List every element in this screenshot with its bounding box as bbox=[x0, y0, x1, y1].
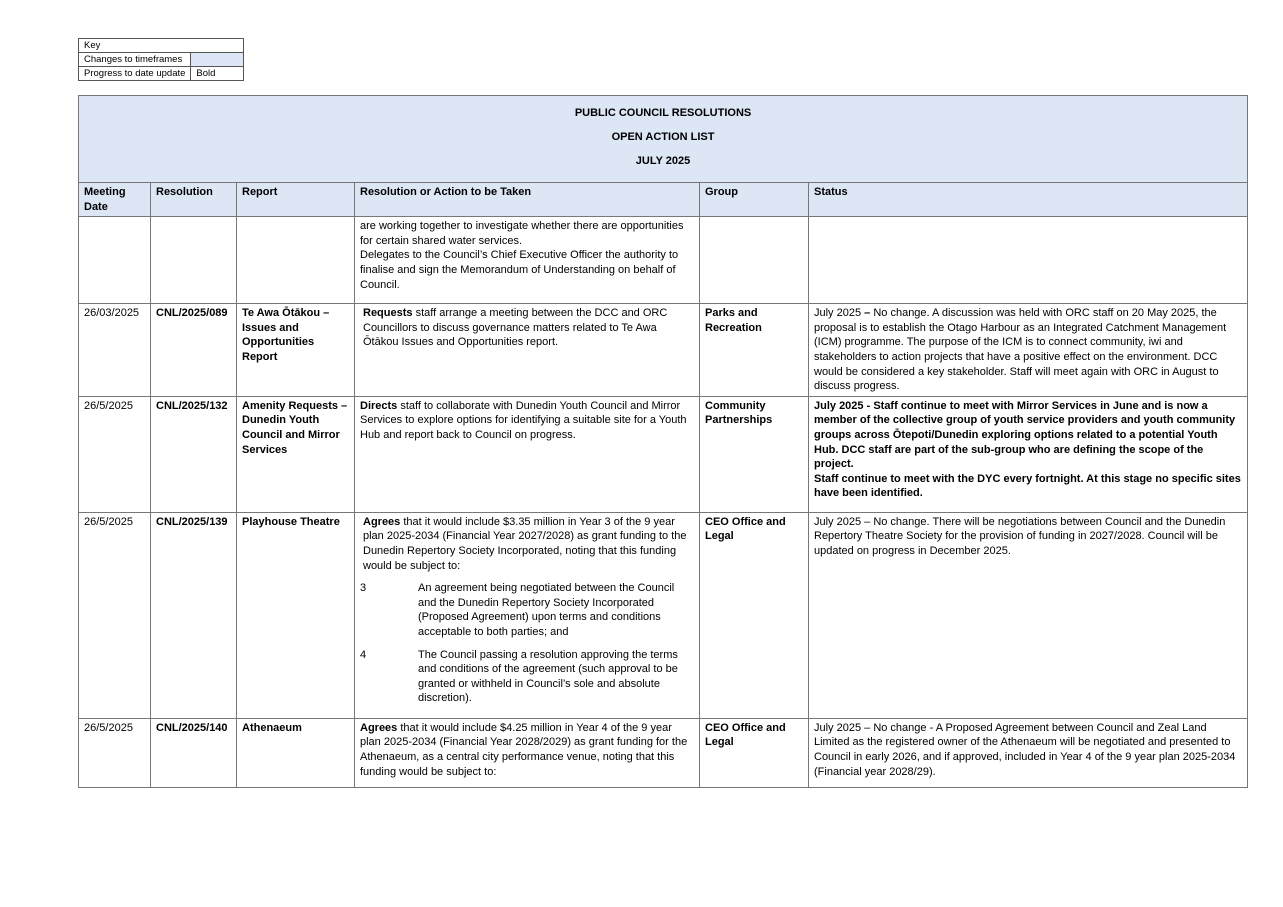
resolution-cell: CNL/2025/089 bbox=[151, 304, 237, 397]
action-cell bbox=[355, 512, 700, 718]
status-cell bbox=[809, 396, 1248, 512]
action-text: that it would include $4.25 million in Year 4 of the 9 year plan 2025-2034 (Financial Year 2028/2029) as grant funding for the Athenaeum, as a central city performance venue, noting that this funding would be subject to: bbox=[360, 721, 688, 778]
action-cell bbox=[355, 217, 700, 304]
header-group: Group bbox=[700, 183, 809, 217]
header-action: Resolution or Action to be Taken bbox=[355, 183, 700, 217]
action-lead: Requests bbox=[363, 307, 413, 320]
report-cell bbox=[237, 217, 355, 304]
action-text: staff arrange a meeting between the DCC and ORC Councillors to discuss governance matters related to Te Awa Ōtākou Issues and Opportunities report. bbox=[363, 307, 668, 349]
status-prefix: July 2025 bbox=[814, 307, 865, 320]
status-cell: July 2025 – No change. There will be negotiations between Council and the Dunedin Repertory Theatre Society for the provision of funding in 2027/2028. Council will be updated on progress in December 2025. bbox=[809, 512, 1248, 718]
table-row bbox=[79, 718, 1248, 787]
meeting-date-cell bbox=[79, 217, 151, 304]
table-row bbox=[79, 304, 1248, 397]
key-title: Key bbox=[79, 39, 244, 53]
subclause-text: An agreement being negotiated between the Council and the Dunedin Repertory Society Incorporated (Proposed Agreement) upon terms and conditions acceptable to both parties; and bbox=[418, 582, 675, 638]
action-lead: Agrees bbox=[360, 721, 398, 734]
report-cell: Amenity Requests – Dunedin Youth Council and Mirror Services bbox=[237, 396, 355, 512]
header-row bbox=[79, 183, 1248, 217]
action-cell bbox=[355, 718, 700, 787]
report-cell: Te Awa Ōtākou – Issues and Opportunities Report bbox=[237, 304, 355, 397]
title-line-2: OPEN ACTION LIST bbox=[611, 131, 715, 143]
status-text: No change. A discussion was held with ORC staff on 20 May 2025, the proposal is to establish the Otago Harbour as an Integrated Catchment Management (ICM) programme. The purpose of the ICM is to connect community, iwi and stakeholders to action projects that have a positive effect on the environment. DCC would be considered a key stakeholder. Staff will meet again with ORC in August to discuss progress. bbox=[814, 307, 1227, 393]
meeting-date-cell: 26/5/2025 bbox=[79, 718, 151, 787]
report-cell: Athenaeum bbox=[237, 718, 355, 787]
meeting-date-cell: 26/03/2025 bbox=[79, 304, 151, 397]
meeting-date-cell: 26/5/2025 bbox=[79, 512, 151, 718]
title-line-1: PUBLIC COUNCIL RESOLUTIONS bbox=[574, 107, 752, 119]
table-row bbox=[79, 396, 1248, 512]
resolution-cell: CNL/2025/140 bbox=[151, 718, 237, 787]
status-dash: – bbox=[864, 307, 871, 320]
group-cell bbox=[700, 217, 809, 304]
status-text: July 2025 - Staff continue to meet with Mirror Services in June and is now a member of the collective group of youth service providers and youth community groups across Ōtepoti/Dunedin exploring options related to a potential Youth Hub. DCC staff are part of the sub-group who are defining the scope of the project. bbox=[814, 399, 1236, 471]
action-lead: Agrees bbox=[363, 515, 401, 528]
header-meeting-date: Meeting Date bbox=[79, 183, 151, 217]
header-report: Report bbox=[237, 183, 355, 217]
action-cell bbox=[355, 304, 700, 397]
table-row bbox=[79, 217, 1248, 304]
group-cell: Parks and Recreation bbox=[700, 304, 809, 397]
key-changes-swatch bbox=[191, 53, 244, 67]
key-table bbox=[78, 38, 244, 81]
action-text: that it would include $3.35 million in Year 3 of the 9 year plan 2025-2034 (Financial Year 2027/2028) as grant funding to the Dunedin Repertory Society Incorporated, noting that this funding would be subject to: bbox=[363, 515, 687, 572]
meeting-date-cell: 26/5/2025 bbox=[79, 396, 151, 512]
subclause-number: 3 bbox=[360, 582, 367, 595]
title-line-3: JULY 2025 bbox=[635, 155, 691, 167]
action-lead: Directs bbox=[360, 399, 398, 412]
action-subclause bbox=[360, 581, 694, 639]
key-progress-label: Progress to date update bbox=[79, 67, 191, 81]
action-text: are working together to investigate whether there are opportunities for certain shared water services. bbox=[360, 220, 684, 247]
action-list-table bbox=[78, 95, 1248, 788]
action-paragraph bbox=[360, 515, 694, 573]
key-changes-label: Changes to timeframes bbox=[79, 53, 191, 67]
resolution-cell bbox=[151, 217, 237, 304]
resolution-cell: CNL/2025/139 bbox=[151, 512, 237, 718]
group-cell: Community Partnerships bbox=[700, 396, 809, 512]
status-text: Staff continue to meet with the DYC every fortnight. At this stage no specific sites have been identified. bbox=[814, 472, 1241, 500]
action-text: staff to collaborate with Dunedin Youth Council and Mirror Services to explore options for identifying a suitable site for a Youth Hub and report back to Council on progress. bbox=[360, 399, 687, 441]
subclause-text: The Council passing a resolution approving the terms and conditions of the agreement (such approval to be granted or withheld in Council’s sole and absolute discretion). bbox=[418, 648, 678, 705]
action-cell bbox=[355, 396, 700, 512]
document-title bbox=[79, 96, 1248, 183]
status-cell: July 2025 – No change - A Proposed Agreement between Council and Zeal Land Limited as the registered owner of the Athenaeum will be negotiated and presented to Council in early 2026, and if approved, included in Year 4 of the 9 year plan 2025-2034 (Financial year 2028/29). bbox=[809, 718, 1248, 787]
action-subclause bbox=[360, 648, 694, 706]
group-cell: CEO Office and Legal bbox=[700, 512, 809, 718]
status-cell bbox=[809, 217, 1248, 304]
subclause-number: 4 bbox=[360, 648, 367, 661]
status-cell bbox=[809, 304, 1248, 397]
action-text: Delegates to the Council’s Chief Executive Officer the authority to finalise and sign the Memorandum of Understanding on behalf of Council. bbox=[360, 249, 679, 291]
resolution-cell: CNL/2025/132 bbox=[151, 396, 237, 512]
key-progress-value: Bold bbox=[191, 67, 244, 81]
table-row bbox=[79, 512, 1248, 718]
report-cell: Playhouse Theatre bbox=[237, 512, 355, 718]
group-cell: CEO Office and Legal bbox=[700, 718, 809, 787]
header-resolution: Resolution bbox=[151, 183, 237, 217]
header-status: Status bbox=[809, 183, 1248, 217]
